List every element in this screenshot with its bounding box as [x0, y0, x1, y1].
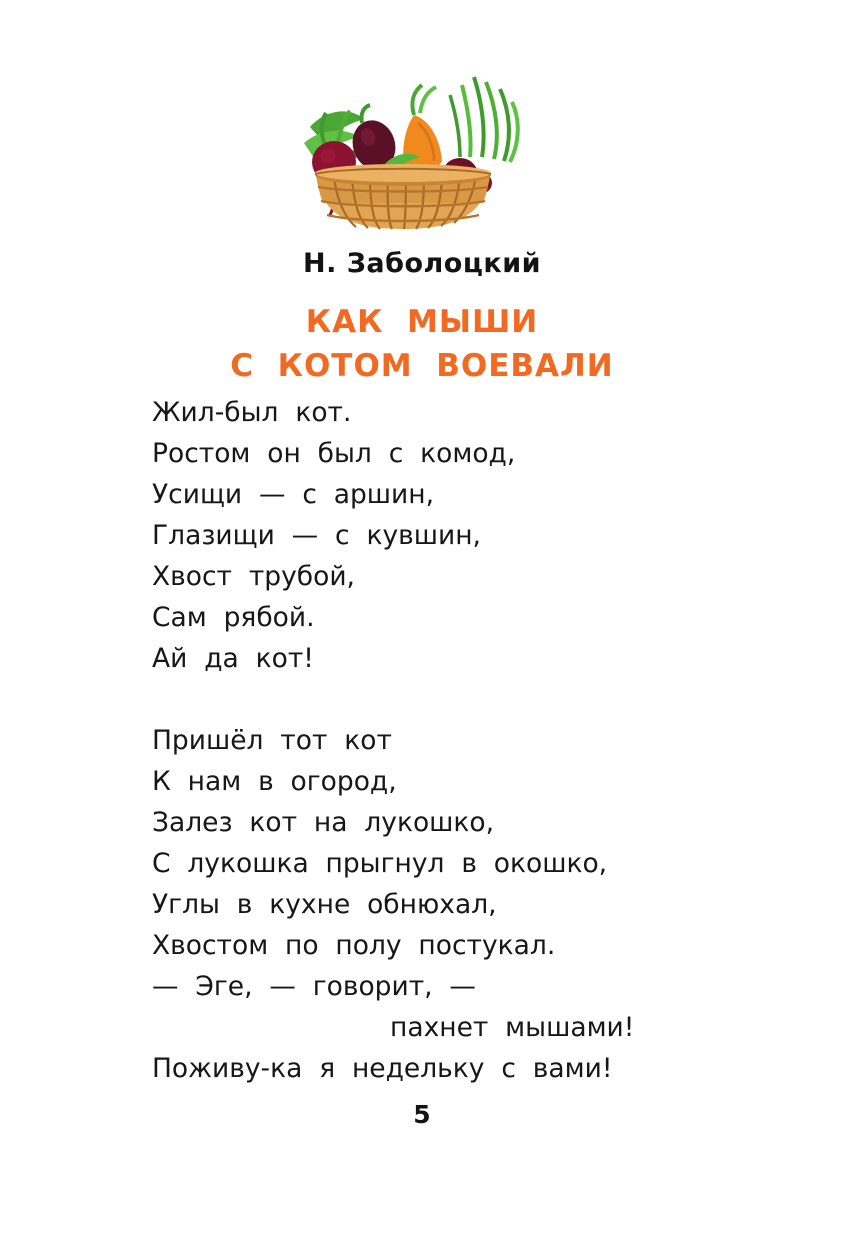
page-title: [0, 300, 844, 388]
poem-line: Хвостом по полу постукал.: [152, 930, 556, 961]
illustration-svg: [264, 57, 539, 232]
poem-line: Усищи — с аршин,: [152, 479, 435, 510]
poem-line: Хвост трубой,: [152, 561, 355, 592]
poem-line: Глазищи — с кувшин,: [152, 520, 481, 551]
poem-line: Ай да кот!: [152, 643, 314, 674]
poem-line: К нам в огород,: [152, 766, 397, 797]
poem-stanza: [152, 720, 712, 1089]
poem-line: С лукошка прыгнул в окошко,: [152, 848, 608, 879]
poem-line: — Эге, — говорит, —: [152, 971, 476, 1002]
poem-line: Пришёл тот кот: [152, 725, 392, 756]
page-number: 5: [413, 1100, 431, 1129]
poem-line: Углы в кухне обнюхал,: [152, 889, 497, 920]
poem-line: Залез кот на лукошко,: [152, 807, 495, 838]
poem-line: Сам рябой.: [152, 602, 315, 633]
poem-stanza: [152, 392, 712, 679]
poem-line: Поживу-ка я недельку с вами!: [152, 1053, 613, 1084]
title-line-2: С КОТОМ ВОЕВАЛИ: [230, 348, 614, 384]
poem-body: [152, 392, 712, 1089]
title-line-1: КАК МЫШИ: [305, 304, 539, 340]
author-name: Н. Заболоцкий: [302, 248, 542, 279]
basket-of-vegetables-illustration: [264, 57, 539, 232]
poem-line: Ростом он был с комод,: [152, 438, 516, 469]
poem-line: Жил-был кот.: [152, 397, 352, 428]
poem-line: пахнет мышами!: [390, 1012, 635, 1043]
